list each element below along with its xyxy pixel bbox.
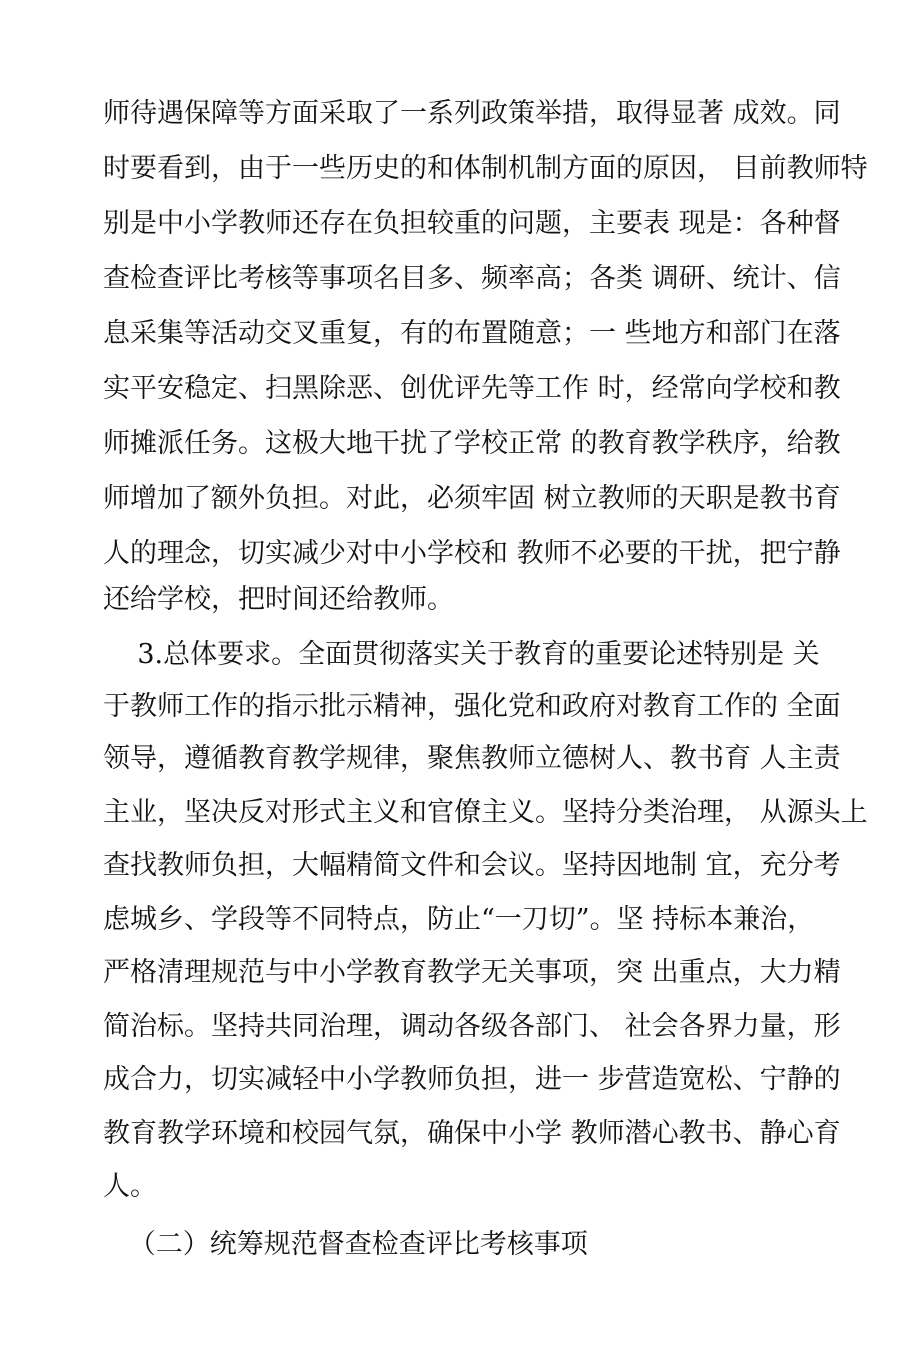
text-line: 师增加了额外负担。对此，必须牢固 树立教师的天职是教书育 (103, 483, 841, 514)
text-line: 领导，遵循教育教学规律，聚焦教师立德树人、教书育 人主责 (103, 743, 841, 774)
text-line: 教育教学环境和校园气氛，确保中小学 教师潜心教书、静心育 (103, 1118, 841, 1149)
section-heading: （二）统筹规范督查检查评比考核事项 (103, 1229, 588, 1260)
text-line: 3.总体要求。全面贯彻落实关于教育的重要论述特别是 关 (103, 639, 820, 670)
text-line: 于教师工作的指示批示精神，强化党和政府对教育工作的 全面 (103, 691, 841, 722)
text-line: 息采集等活动交叉重复，有的布置随意；一 些地方和部门在落 (103, 318, 841, 349)
text-line: 师摊派任务。这极大地干扰了学校正常 的教育教学秩序，给教 (103, 428, 841, 459)
text-line: 还给学校，把时间还给教师。 (103, 584, 454, 615)
text-line: 人。 (103, 1171, 157, 1202)
text-line: 时要看到，由于一些历史的和体制机制方面的原因， 目前教师特 (103, 153, 868, 184)
text-line: 人的理念，切实减少对中小学校和 教师不必要的干扰，把宁静 (103, 538, 841, 569)
text-line: 实平安稳定、扫黑除恶、创优评先等工作 时，经常向学校和教 (103, 373, 841, 404)
text-line: 虑城乡、学段等不同特点，防止“一刀切”。坚 持标本兼治， (103, 904, 815, 935)
text-line: 严格清理规范与中小学教育教学无关事项，突 出重点，大力精 (103, 957, 841, 988)
text-line: 查检查评比考核等事项名目多、频率高；各类 调研、统计、信 (103, 263, 841, 294)
text-line: 简治标。坚持共同治理，调动各级各部门、 社会各界力量，形 (103, 1011, 841, 1042)
text-line: 别是中小学教师还存在负担较重的问题，主要表 现是：各种督 (103, 208, 841, 239)
text-line: 师待遇保障等方面采取了一系列政策举措，取得显著 成效。同 (103, 98, 841, 129)
text-line: 查找教师负担，大幅精简文件和会议。坚持因地制 宜，充分考 (103, 850, 841, 881)
text-line: 成合力，切实减轻中小学教师负担，进一 步营造宽松、宁静的 (103, 1064, 841, 1095)
text-line: 主业，坚决反对形式主义和官僚主义。坚持分类治理， 从源头上 (103, 797, 868, 828)
